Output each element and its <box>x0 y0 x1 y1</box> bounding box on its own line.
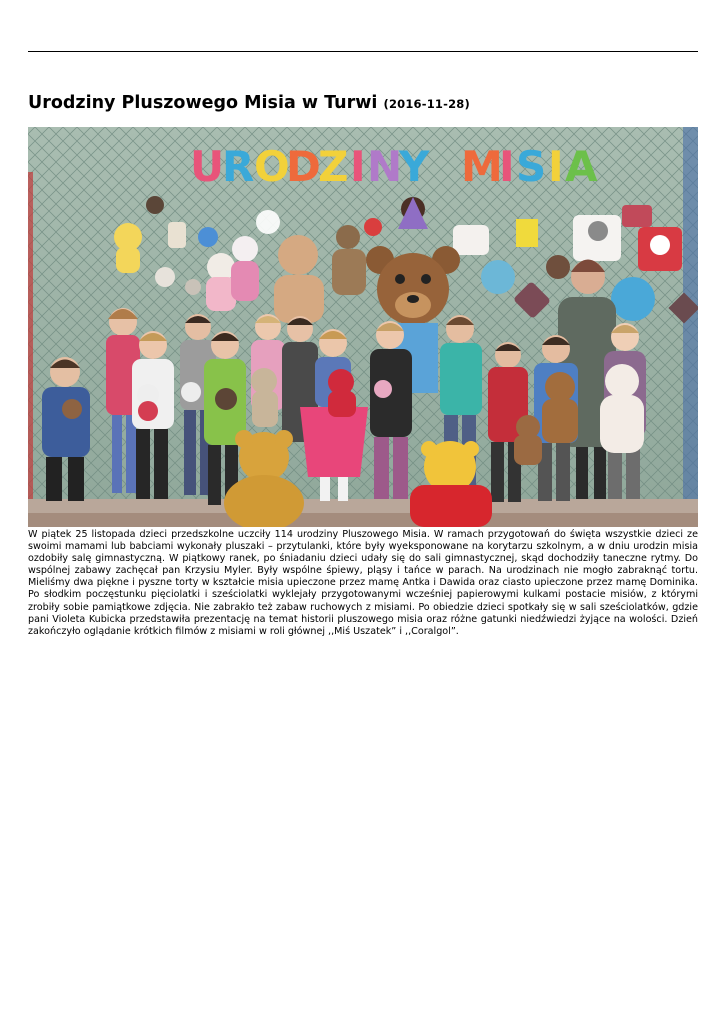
banner-letter: O <box>254 142 290 191</box>
banner-letter: S <box>516 142 547 191</box>
top-rule <box>28 51 698 52</box>
banner-letter: M <box>461 142 503 191</box>
group-photo-illustration <box>28 127 698 527</box>
group-photo <box>28 127 698 527</box>
banner-letters <box>190 142 598 191</box>
banner-letter: Z <box>318 142 349 191</box>
banner-letter: A <box>565 142 598 191</box>
banner-letter: I <box>499 142 515 191</box>
banner-letter: I <box>350 142 366 191</box>
banner-letter: R <box>222 142 255 191</box>
banner-letter: N <box>367 142 403 191</box>
article-title-text: Urodziny Pluszowego Misia w Turwi <box>28 93 378 113</box>
banner-letter: D <box>286 142 321 191</box>
article-title <box>28 92 698 115</box>
article-date: (2016-11-28) <box>383 97 470 111</box>
banner-letter: Y <box>399 142 430 191</box>
banner-letter: U <box>190 142 225 191</box>
banner-letter: I <box>548 142 564 191</box>
article-body: W piątek 25 listopada dzieci przedszkolne uczciły 114 urodziny Pluszowego Misia. W ramach przygotowań do święta wszystkie dzieci ze swoimi mamami lub babciami wykonały pluszaki – przytulanki, które były wyeksponowane na korytarzu szkolnym, a w dniu urodzin misia ozdobiły salę gimnastyczną. W piątkowy ranek, po śniadaniu dzieci udały się do sali gimnastycznej, skąd dochodziły taneczne rytmy. Do wspólnej zabawy zachęcał pan Krzysiu Myler. Były wspólne śpiewy, pląsy i tańce w parach. Na urodzinach nie mogło zabraknąć tortu. Mieliśmy dwa piękne i pyszne torty w kształcie misia upieczone przez mamę Antka i Dawida oraz ciasto upieczone przez mamę Dominika. Po słodkim poczęstunku pięciolatki i sześciolatki wyklejały przygotowanymi wcześniej papierowymi kulkami postacie misiów, z którymi zrobiły sobie pamiątkowe zdjęcia. Nie zabrakło też zabaw ruchowych z misiami. Po obiedzie dzieci spotkały się w sali sześciolatków, gdzie pani Violeta Kubicka przedstawiła prezentację na temat historii pluszowego misia oraz różne gatunki niedźwiedzi żyjące na wolości. Dzień zakończyło oglądanie krótkich filmów z misiami w roli głównej ,,Miś Uszatek” i ,,Coralgol”. <box>28 529 698 637</box>
